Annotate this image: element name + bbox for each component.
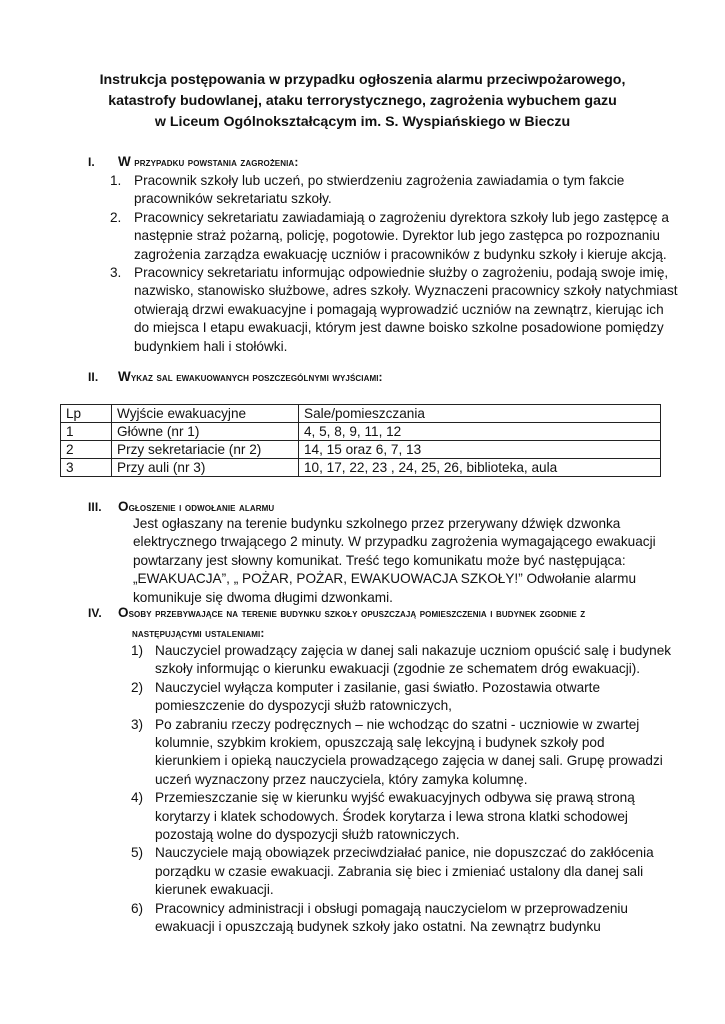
section-title: ykaz sal ewakuowanych poszczególnymi wyjściami: (130, 370, 383, 384)
section-initial: W (118, 154, 131, 169)
list-item (110, 209, 678, 264)
item-line: pomieszczenie do dyspozycji służb ratowniczych, (155, 698, 452, 714)
item-line: Nauczyciele mają obowiązek przeciwdziałać panice, nie dopuszczać do zakłócenia (155, 845, 654, 861)
list-item (131, 679, 671, 716)
table-cell: 10, 17, 22, 23 , 24, 25, 26, biblioteka, aula (299, 459, 661, 477)
item-line: Pracownicy sekretariatu zawiadamiają o zagrożeniu dyrektora szkoły lub jego zastępcę a (134, 209, 669, 225)
item-line: otwierają drzwi ewakuacyjne i pomagają wyprowadzić uczniów na zewnątrz, kierując ich (134, 301, 664, 317)
item-line: ewakuacji i opuszczają budynek szkoły jako ostatni. Na zewnątrz budynku (155, 919, 601, 935)
item-line: budynkiem hali i stołówki. (134, 338, 288, 354)
item-line: kierunek ewakuacji. (155, 882, 274, 898)
section-3-paragraph (133, 515, 656, 607)
list-item (131, 789, 671, 844)
item-number: 1) (131, 643, 144, 658)
table-cell: Przy sekretariacie (nr 2) (112, 441, 299, 459)
section-number: III. (88, 500, 102, 514)
section-3-heading (88, 499, 274, 514)
item-number: 3) (131, 716, 144, 732)
table-cell: 1 (61, 423, 112, 441)
item-number: 1. (110, 173, 122, 188)
section-initial: O (118, 605, 129, 620)
item-number: 2) (131, 679, 144, 695)
section-1-heading (88, 154, 298, 169)
section-2-heading (88, 369, 383, 384)
table-row (61, 441, 661, 459)
item-line: następnie straż pożarną, policję, pogotowie. Dyrektor lub jego zastępca po rozpoznaniu (134, 228, 660, 244)
section-initial: O (118, 499, 129, 514)
table-cell: Główne (nr 1) (112, 423, 299, 441)
item-line: Nauczyciel prowadzący zajęcia w danej sali nakazuje uczniom opuścić salę i budynek (155, 643, 672, 658)
section-1-list (110, 172, 678, 356)
paragraph-line: powtarzany jest słowny komunikat. Treść tego komunikatu może być następująca: (133, 552, 626, 568)
section-number: I. (88, 155, 95, 169)
item-number: 3. (110, 265, 122, 281)
section-4-heading-cont (132, 626, 264, 640)
section-4-list (131, 642, 671, 937)
list-item (131, 900, 671, 937)
section-4-heading (88, 605, 585, 620)
paragraph-line: elektrycznego trwającego 2 minuty. W przypadku zagrożenia wymagającego ewakuacji (133, 534, 656, 550)
header-cell: Sale/pomieszczania (299, 405, 661, 423)
item-line: pracowników sekretariatu szkoły. (134, 191, 332, 207)
item-line: porządku w czasie ewakuacji. Zabrania się biec i zmieniać ustalony dla danej sali (155, 863, 644, 879)
table-header-row (61, 405, 661, 423)
title-line: w Liceum Ogólnokształcącym im. S. Wyspiańskiego w Bieczu (154, 114, 571, 130)
list-item (131, 844, 671, 899)
item-line: korytarzy i klatek schodowych. Środek korytarza i lewa strona klatki schodowej (155, 808, 628, 824)
paragraph-line: komunikuje się dwoma długimi dzwonkami. (133, 589, 393, 605)
list-item (110, 172, 678, 209)
item-number: 2. (110, 209, 122, 225)
table-cell: 3 (61, 459, 112, 477)
item-line: zagrożenia zarządza ewakuację uczniów i pracowników z budynku szkoły i kieruje akcją. (134, 246, 667, 262)
section-initial: W (118, 369, 131, 384)
item-line: uczeń wyznaczony przez nauczyciela, który zamyka kolumnę. (155, 771, 528, 787)
item-line: Po zabraniu rzeczy podręcznych – nie wchodząc do szatni - uczniowie w zwartej (155, 716, 640, 732)
section-number: IV. (88, 606, 102, 620)
item-line: Pracownik szkoły lub uczeń, po stwierdzeniu zagrożenia zawiadamia o tym fakcie (134, 173, 625, 188)
item-line: Nauczyciel wyłącza komputer i zasilanie, gasi światło. Pozostawia otwarte (155, 679, 601, 695)
item-number: 6) (131, 900, 144, 916)
list-item (110, 264, 678, 356)
list-item (131, 642, 671, 679)
section-title: przypadku powstania zagrożenia: (130, 155, 299, 169)
table-cell: 14, 15 oraz 6, 7, 13 (299, 441, 661, 459)
item-line: kierunkiem i opieką nauczyciela prowadzącego zajęcia w danej sali. Grupę prowadzi (155, 753, 663, 769)
table-cell: Przy auli (nr 3) (112, 459, 299, 477)
item-number: 5) (131, 845, 144, 861)
section-title: soby przebywające na terenie budynku szkoły opuszczają pomieszczenia i budynek zgodnie z (128, 606, 586, 620)
table-cell: 4, 5, 8, 9, 11, 12 (299, 423, 661, 441)
item-line: szkoły informując o kierunku ewakuacji (zgodnie ze schematem dróg ewakuacji). (155, 661, 641, 677)
title-line: katastrofy budowlanej, ataku terrorystycznego, zagrożenia wybuchem gazu (108, 93, 617, 109)
title-line: Instrukcja postępowania w przypadku ogłoszenia alarmu przeciwpożarowego, (99, 72, 626, 88)
item-line: do miejsca I etapu ewakuacji, którym jest dawne boisko szkolne posadowione pomiędzy (134, 320, 664, 336)
section-title: głoszenie i odwołanie alarmu (128, 500, 275, 514)
table-row (61, 459, 661, 477)
document-title (60, 70, 665, 133)
item-line: Pracownicy administracji i obsługi pomagają nauczycielom w przeprowadzeniu (155, 900, 628, 916)
paragraph-line: Jest ogłaszany na terenie budynku szkolnego przez przerywany dźwięk dzwonka (133, 516, 621, 531)
item-line: pozostają wolne do dyspozycji służb ratowniczych. (155, 827, 460, 843)
section-number: II. (88, 370, 99, 384)
item-line: Pracownicy sekretariatu informując odpowiednie służby o zagrożeniu, podają swoje imię, (134, 265, 669, 281)
list-item (131, 716, 671, 790)
item-line: Przemieszczanie się w kierunku wyjść ewakuacyjnych odbywa się prawą stroną (155, 790, 635, 806)
header-cell: Wyjście ewakuacyjne (112, 405, 299, 423)
section-title-cont: następującymi ustaleniami: (132, 626, 265, 640)
item-line: nazwisko, stanowisko służbowe, adres szkoły. Wyznaczeni pracownicy szkoły natychmiast (134, 283, 678, 299)
table-row (61, 423, 661, 441)
item-number: 4) (131, 790, 144, 806)
table-cell: 2 (61, 441, 112, 459)
item-line: kolumnie, szybkim krokiem, opuszczają salę lekcyjną i budynek szkoły pod (155, 735, 605, 751)
paragraph-line: „EWAKUACJA”, „ POŻAR, POŻAR, EWAKUOWACJA SZKOŁY!” Odwołanie alarmu (133, 571, 637, 587)
evacuation-table (60, 404, 661, 477)
header-cell: Lp (61, 405, 112, 423)
